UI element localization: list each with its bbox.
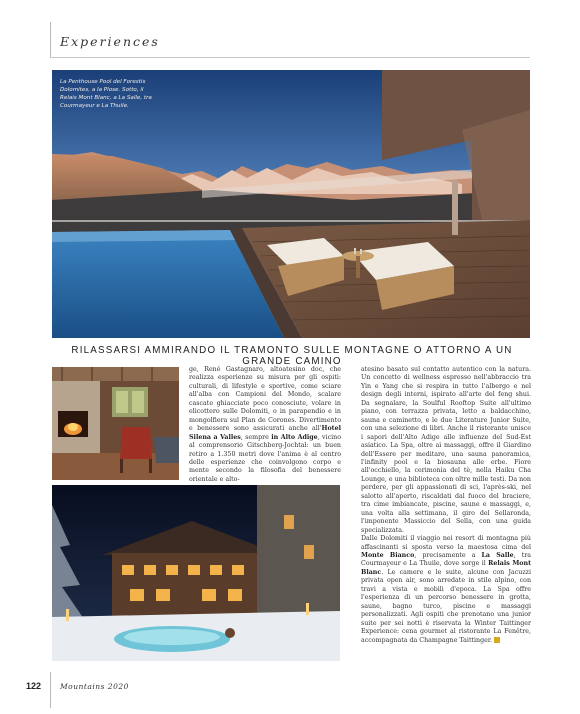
article-paragraph bbox=[189, 366, 341, 484]
text-run: , sempre bbox=[240, 433, 272, 441]
article-column-right bbox=[361, 366, 531, 645]
text-run: . Le camere e le suite, alcune con Jacuzzi privata open air, sono arredate in stile alpino, con travi a vista e mobili d'epoca. La Spa offre l'esperienza di un percorso benessere in grotta, saune, bagno turco, piscine e massaggi personalizzati. Agli ospiti che prenotano una junior suite per sei notti è riservata la Winter Taittinger Experience: cena gourmet al ristorante La Fenêtre, accompagnata da Champagne Taittinger. bbox=[361, 568, 531, 644]
fireplace-photo bbox=[52, 367, 179, 480]
end-of-article-mark bbox=[494, 637, 500, 643]
margin-rule-top bbox=[50, 22, 51, 58]
hero-caption: La Penthouse Pool del Forestis Dolomites, a la Plose. Sotto, il Relais Mont Blanc, a La Salle, tra Courmayeur e La Thuile. bbox=[60, 79, 152, 109]
hero-photo bbox=[52, 70, 530, 338]
article-paragraph bbox=[361, 535, 531, 645]
text-run: Dalle Dolomiti il viaggio nei resort di montagna più affascinanti si sposta verso la maestosa cima del bbox=[361, 535, 531, 551]
hotel-name-relais-mont-blanc: Relais Mont Blanc bbox=[361, 560, 531, 576]
hotel-name-silena: Hotel Silena a Valles bbox=[189, 425, 341, 441]
infinity-pool-terrace-image bbox=[52, 70, 530, 338]
section-label: Experiences bbox=[60, 34, 160, 49]
relais-mont-blanc-night-image bbox=[52, 485, 340, 661]
region-name-alto-adige: in Alto Adige bbox=[271, 433, 318, 441]
text-run: , tra Courmayeur e La Thuile, dove sorge il bbox=[361, 551, 531, 568]
text-run: ge, René Gastagnaro, altoatesino doc, che realizza esperienze su misura per gli ospiti: culturali, di lifestyle e sportive, come sciare all'alba con Campioni del Mondo, scalare cascate ghiacciate poco conosciute, volare in elicottero sulle Dolomiti, o in parapendio e in mongolfiera sul Plan de Corones. Divertimento e benessere sono assicurati anche all' bbox=[189, 366, 341, 433]
text-run: , precisamente a bbox=[414, 551, 482, 559]
headline: RILASSARSI AMMIRANDO IL TRAMONTO SULLE MONTAGNE O ATTORNO A UN GRANDE CAMINO bbox=[71, 345, 513, 367]
place-name-la-salle: La Salle bbox=[481, 551, 514, 559]
header-rule bbox=[50, 57, 530, 58]
chalet-photo bbox=[52, 485, 340, 661]
lounge-fireplace-image bbox=[52, 367, 179, 480]
text-run: , vicino al comprensorio Gitschberg-Jochtal: un buen retiro a 1.350 metri dove l'anima è al centro delle esperienze che coinvolgono corpo e mente secondo la filosofia del benessere orientale e alto- bbox=[189, 433, 341, 483]
page-number: 122 bbox=[26, 681, 42, 691]
article-column-left bbox=[189, 366, 341, 484]
margin-rule-bottom bbox=[50, 672, 51, 708]
magazine-name: Mountains 2020 bbox=[60, 682, 129, 691]
article-paragraph: atesino basato sul contatto autentico con la natura. Un concetto di wellness espresso nell'abbraccio tra Yin e Yang che si respira in tutto l'albergo e nel design degli interni, ispirato all'arte del feng shui. Da segnalare, la Soulful Rooftop Suite all'ultimo piano, con terrazza privata, letto a baldacchino, sauna e caminetto, e le due Literature Junior Suite, con una selezione di libri. Anche il ristorante unisce i sapori dell'Alto Adige alle influenze del Sud-Est asiatico. La Spa, oltre ai massaggi, offre il Giardino dell'Essere per meditare, una sauna panoramica, l'infinity pool e la biosauna alle erbe. Fiore all'occhiello, la cerimonia del tè, nella Haiku Cha Lounge, e una biblioteca con oltre mille testi. Da non perdere, per gli appassionati di sci, l'après-ski, nel salotto all'aperto, riscaldati dal fuoco del braciere, tra cime imbiancate, piscine, saune e massaggi, e, una volta alla settimana, il giro del Sellaronda, l'imponente Massiccio del Sella, con una guida specializzata. bbox=[361, 366, 531, 534]
mountain-name-monte-bianco: Monte Bianco bbox=[361, 551, 415, 559]
